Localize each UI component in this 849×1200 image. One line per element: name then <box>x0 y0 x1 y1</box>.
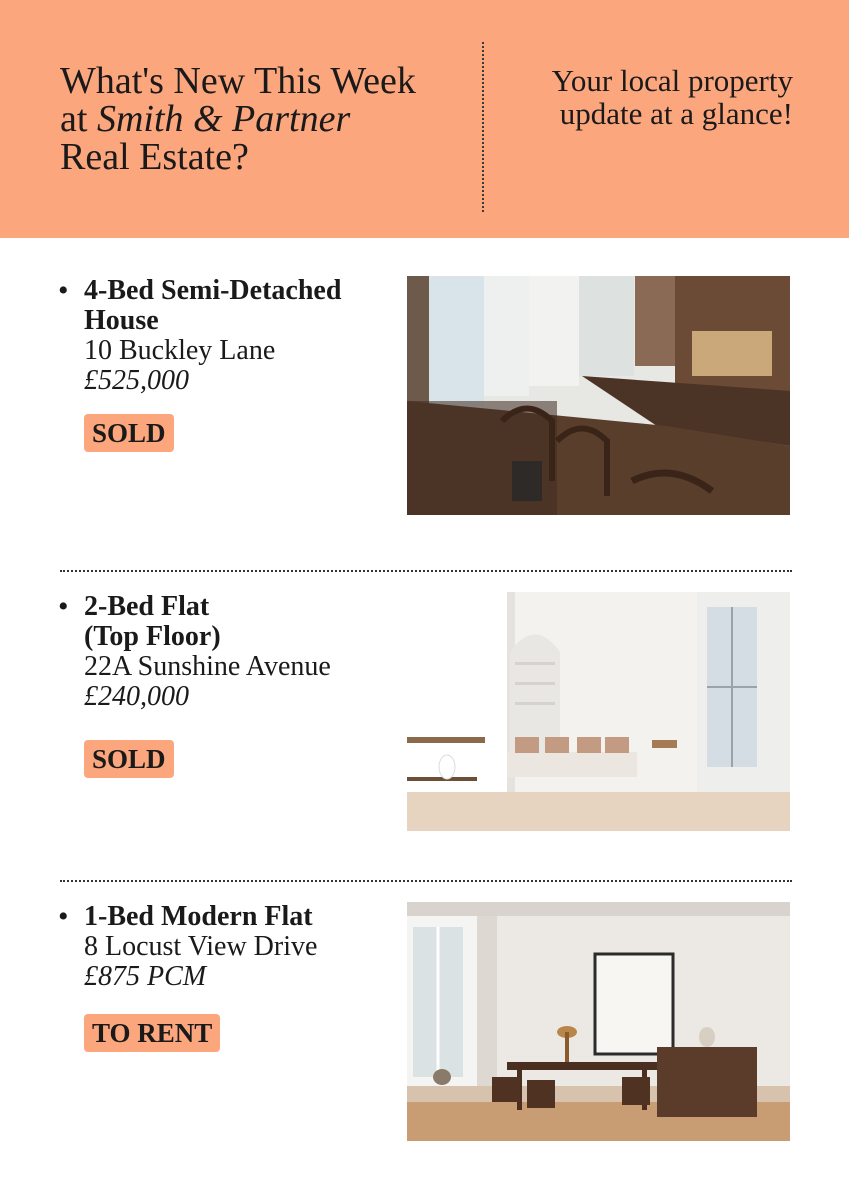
bullet-icon: • <box>58 590 69 623</box>
tagline-line-2: update at a glance! <box>559 96 793 131</box>
listing-title: 4-Bed Semi-Detached House <box>84 275 342 336</box>
living-room-photo <box>407 592 790 831</box>
bullet-icon: • <box>58 274 69 307</box>
kitchen-photo <box>407 276 790 515</box>
title-at: at <box>60 98 97 140</box>
listing-address: 8 Locust View Drive <box>84 931 318 962</box>
listing-price: £240,000 <box>84 681 189 712</box>
separator <box>60 570 792 572</box>
tagline-line-1: Your local property <box>551 63 793 98</box>
listing-address: 22A Sunshine Avenue <box>84 651 331 682</box>
status-badge: SOLD <box>84 414 174 452</box>
brand-name: Smith & Partner <box>96 98 351 140</box>
listing-title-line-1: 2-Bed Flat <box>84 591 210 622</box>
dining-room-photo <box>407 902 790 1141</box>
separator <box>60 880 792 882</box>
header-banner <box>0 0 849 238</box>
bullet-icon: • <box>58 900 69 933</box>
header-divider <box>482 42 484 212</box>
newsletter-title <box>60 62 460 176</box>
listing-title: 1-Bed Modern Flat <box>84 901 313 932</box>
listing-price: £525,000 <box>84 365 189 396</box>
title-line-3: Real Estate? <box>60 136 249 178</box>
status-badge: SOLD <box>84 740 174 778</box>
title-line-1: What's New This Week <box>60 60 416 102</box>
tagline <box>493 64 793 130</box>
status-badge: TO RENT <box>84 1014 220 1052</box>
listing-price: £875 PCM <box>84 961 207 992</box>
listing-address: 10 Buckley Lane <box>84 335 276 366</box>
listing-title-line-2: (Top Floor) <box>84 621 221 652</box>
